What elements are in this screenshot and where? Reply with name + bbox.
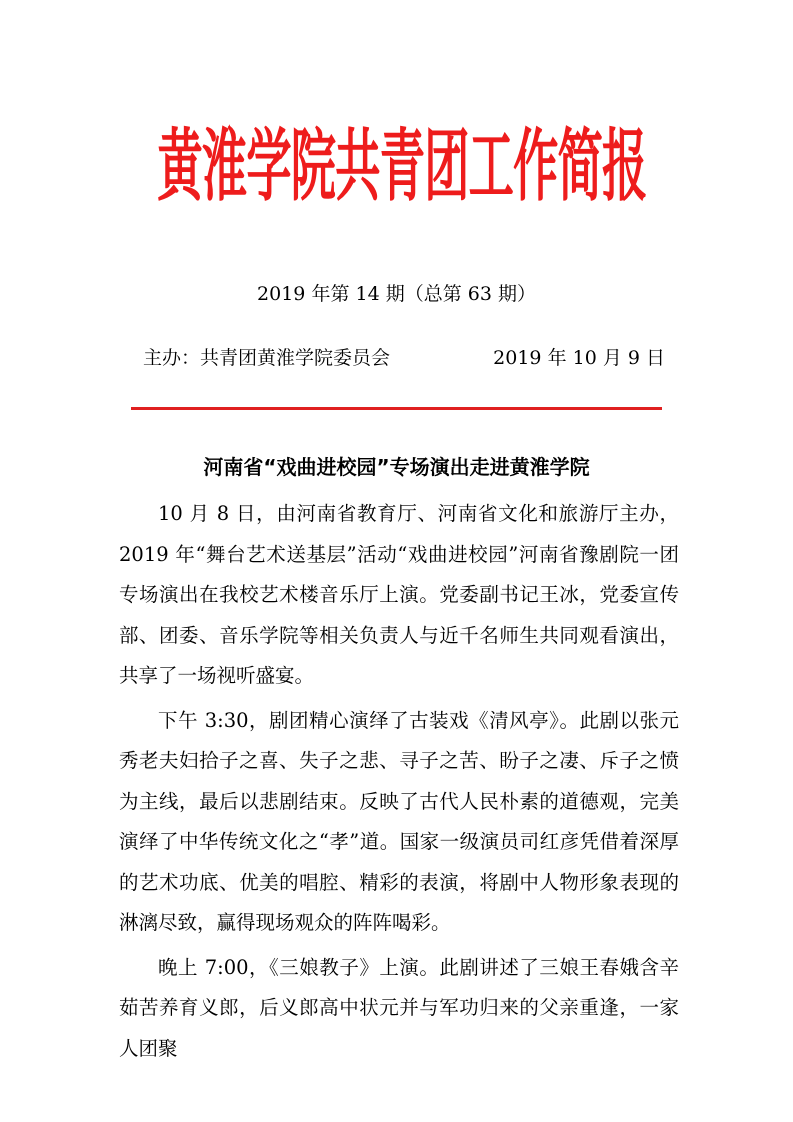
article-paragraph: 晚上 7:00，《三娘教子》上演。此剧讲述了三娘王春娥含辛茹苦养育义郎，后义郎高中状元并与军功归来的父亲重逢，一家人团聚 xyxy=(119,955,679,1060)
red-divider xyxy=(131,407,662,410)
newsletter-masthead: 黄淮学院共青团工作简报 xyxy=(157,120,647,212)
article-title: 河南省“戏曲进校园”专场演出走进黄淮学院 xyxy=(203,455,590,479)
article-paragraph: 下午 3:30，剧团精心演绎了古装戏《清风亭》。此剧以张元秀老夫妇拾子之喜、失子之悲、寻子之苦、盼子之凄、斥子之愤为主线，最后以悲剧结束。反映了古代人民朴素的道德观，完美演绎了中华传统文化之“孝”道。国家一级演员司红彦凭借着深厚的艺术功底、优美的唱腔、精彩的表演，将剧中人物形象表现的淋漓尽致，赢得现场观众的阵阵喝彩。 xyxy=(119,708,679,934)
issue-number: 2019 年第 14 期（总第 63 期） xyxy=(257,283,536,305)
article-body xyxy=(119,494,679,1073)
sponsor-line: 主办：共青团黄淮学院委员会 xyxy=(143,347,391,369)
publish-date: 2019 年 10 月 9 日 xyxy=(493,347,665,369)
article-paragraph: 10 月 8 日，由河南省教育厅、河南省文化和旅游厅主办，2019 年“舞台艺术送基层”活动“戏曲进校园”河南省豫剧院一团专场演出在我校艺术楼音乐厅上演。党委副书记王冰，党委宣传部、团委、音乐学院等相关负责人与近千名师生共同观看演出，共享了一场视听盛宴。 xyxy=(119,502,679,687)
